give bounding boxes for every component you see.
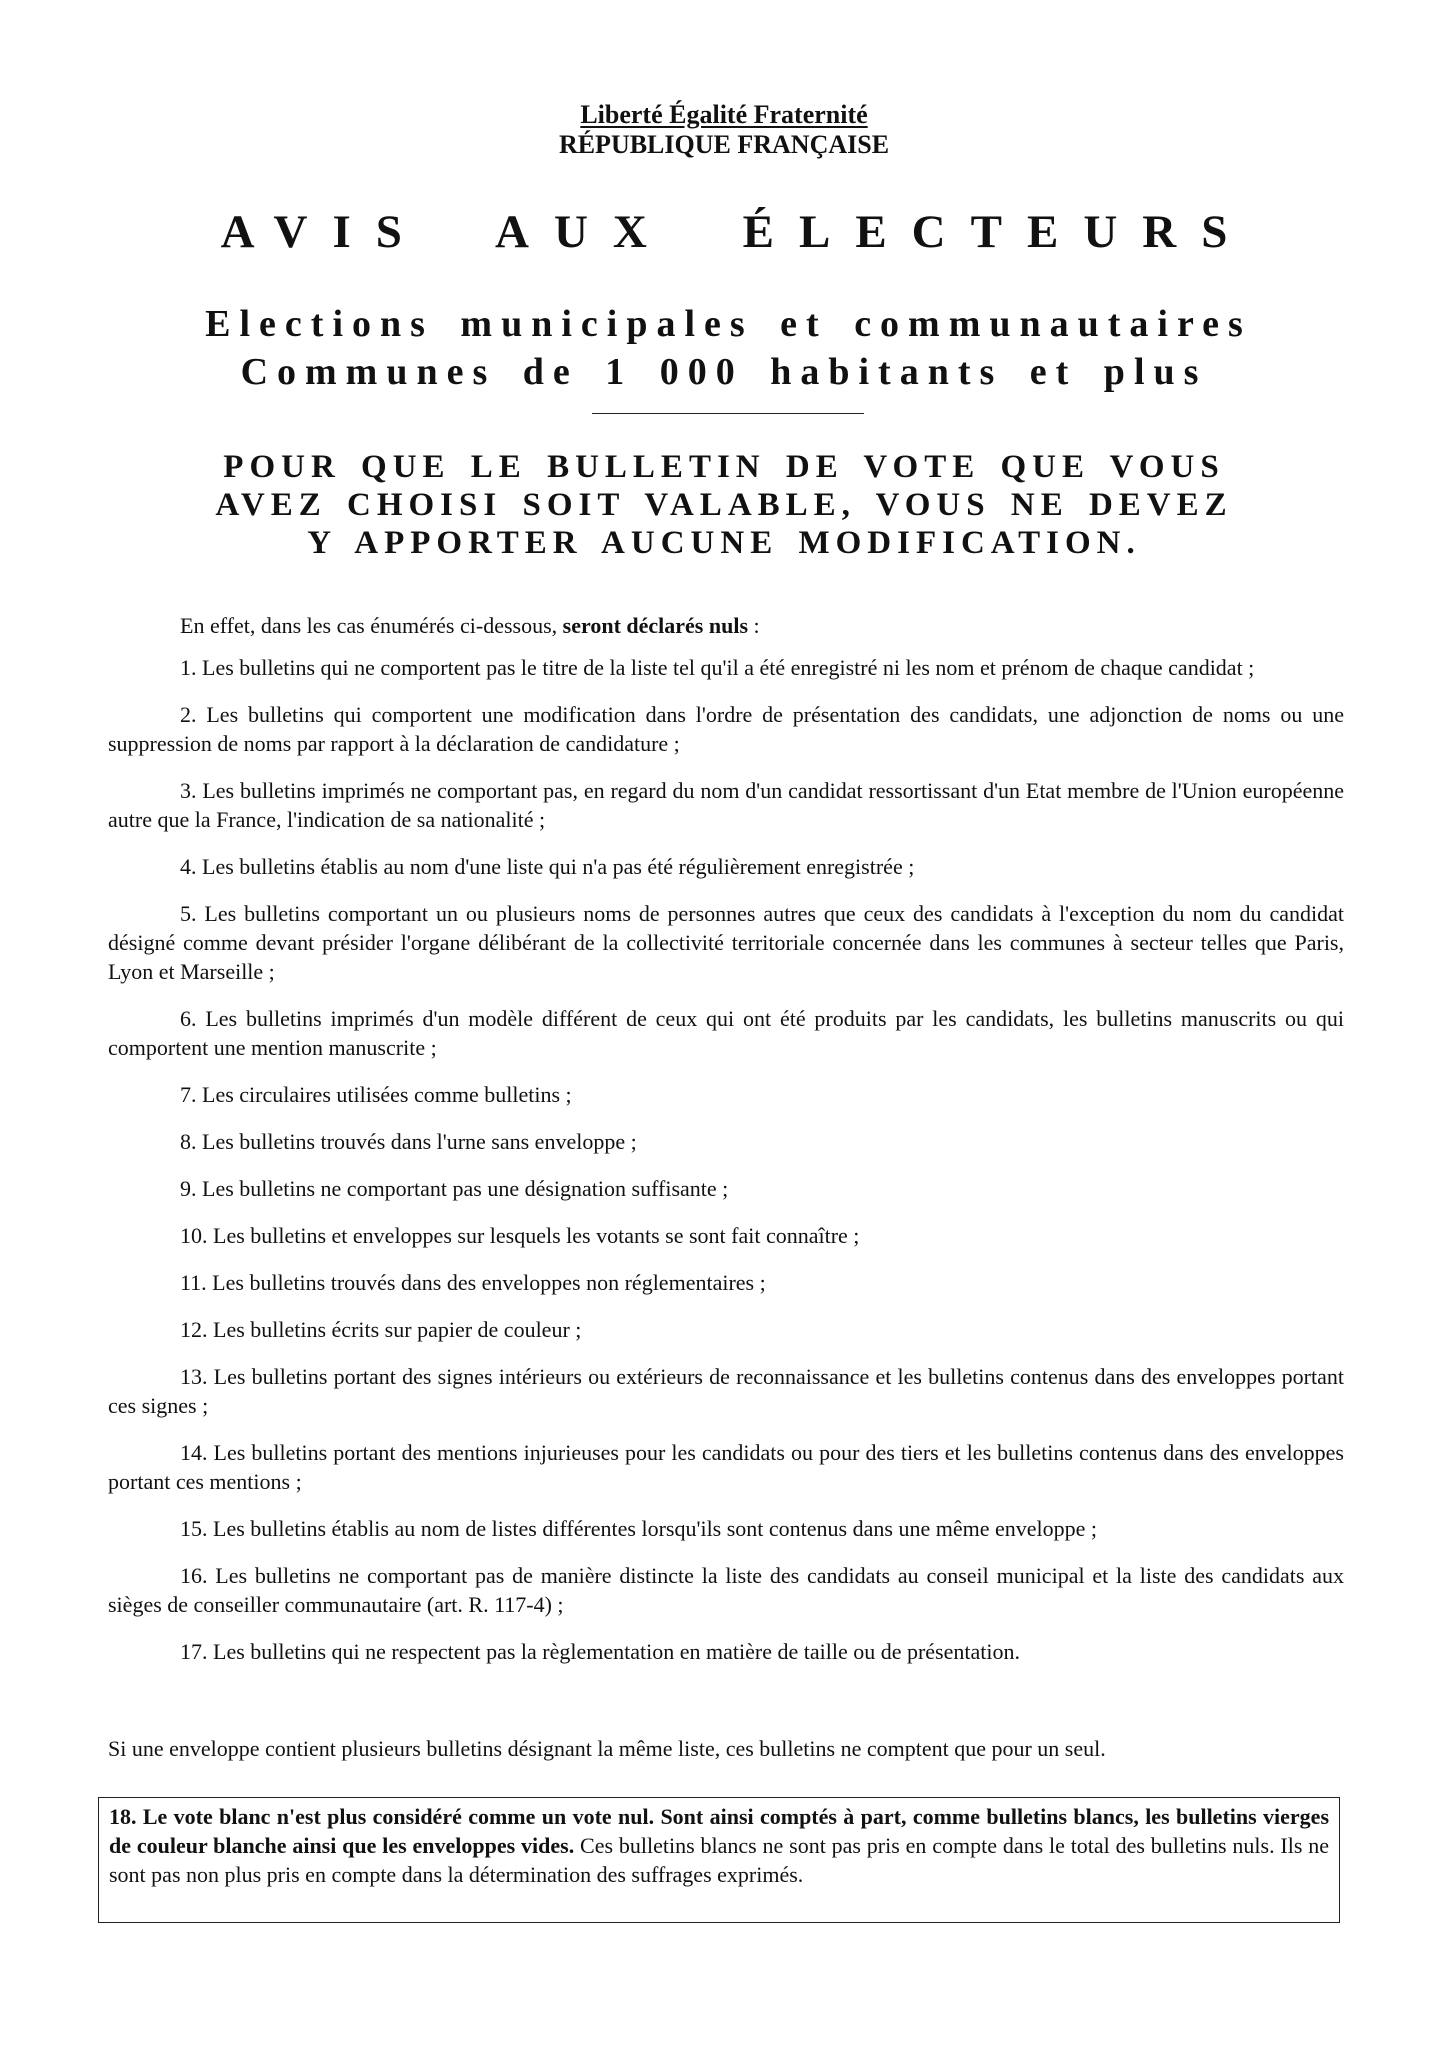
page-title: AVIS AUX ÉLECTEURS (220, 206, 1253, 258)
intro-paragraph (180, 611, 760, 641)
list-item: 13. Les bulletins portant des signes intérieurs ou extérieurs de reconnaissance et les bulletins contenus dans des enveloppes portant ces signes ; (108, 1364, 1344, 1418)
title-divider (592, 413, 864, 414)
list-item: 11. Les bulletins trouvés dans des enveloppes non réglementaires ; (180, 1270, 766, 1295)
warning-line-3: Y APPORTER AUCUNE MODIFICATION. (307, 525, 1141, 561)
subtitle-line-2: Communes de 1 000 habitants et plus (240, 351, 1208, 393)
list-item: 12. Les bulletins écrits sur papier de couleur ; (180, 1317, 582, 1342)
list-item: 15. Les bulletins établis au nom de listes différentes lorsqu'ils sont contenus dans une même enveloppe ; (180, 1516, 1097, 1541)
list-item: 16. Les bulletins ne comportant pas de manière distincte la liste des candidats au conseil municipal et la liste des candidats aux sièges de conseiller communautaire (art. R. 117-4) ; (108, 1563, 1344, 1617)
list-item: 14. Les bulletins portant des mentions injurieuses pour les candidats ou pour des tiers et les bulletins contenus dans des enveloppes portant ces mentions ; (108, 1440, 1344, 1494)
envelope-note: Si une enveloppe contient plusieurs bulletins désignant la même liste, ces bulletins ne comptent que pour un seul. (108, 1736, 1106, 1761)
republic-name: RÉPUBLIQUE FRANÇAISE (558, 130, 890, 159)
intro-suffix: : (748, 613, 760, 638)
intro-text: En effet, dans les cas énumérés ci-dessous, (180, 613, 563, 638)
list-item: 6. Les bulletins imprimés d'un modèle différent de ceux qui ont été produits par les candidats, les bulletins manuscrits ou qui comportent une mention manuscrite ; (108, 1006, 1344, 1060)
intro-emphasis: seront déclarés nuls (562, 613, 749, 638)
list-item: 10. Les bulletins et enveloppes sur lesquels les votants se sont fait connaître ; (180, 1223, 860, 1248)
null-ballot-list (108, 653, 1344, 1684)
list-item: 4. Les bulletins établis au nom d'une liste qui n'a pas été régulièrement enregistrée ; (180, 854, 915, 879)
list-item: 5. Les bulletins comportant un ou plusieurs noms de personnes autres que ceux des candidats à l'exception du nom du candidat désigné comme devant présider l'organe délibérant de la collectivité territoriale concernée dans les communes à secteur telles que Paris, Lyon et Marseille ; (108, 901, 1344, 984)
blank-vote-box (98, 1797, 1340, 1923)
warning-line-1: POUR QUE LE BULLETIN DE VOTE QUE VOUS (223, 449, 1225, 485)
warning-line-2: AVEZ CHOISI SOIT VALABLE, VOUS NE DEVEZ (215, 487, 1233, 523)
list-item: 7. Les circulaires utilisées comme bulletins ; (180, 1082, 572, 1107)
blank-vote-bold-text: 18. Le vote blanc n'est plus considéré comme un vote nul. Sont ainsi comptés à part, comme bulletins blancs, les bulletins vierges de couleur blanche ainsi que les enveloppes vides. (109, 1804, 1329, 1858)
list-item: 9. Les bulletins ne comportant pas une désignation suffisante ; (180, 1176, 729, 1201)
subtitle-line-1: Elections municipales et communautaires (205, 303, 1252, 345)
republic-motto: Liberté Égalité Fraternité (580, 100, 868, 129)
list-item: 1. Les bulletins qui ne comportent pas le titre de la liste tel qu'il a été enregistré ni les nom et prénom de chaque candidat ; (180, 655, 1255, 680)
list-item: 3. Les bulletins imprimés ne comportant pas, en regard du nom d'un candidat ressortissant d'un Etat membre de l'Union européenne autre que la France, l'indication de sa nationalité ; (108, 778, 1344, 832)
blank-vote-plain-text: Ces bulletins blancs ne sont pas pris en compte dans le total des bulletins nuls. Ils ne sont pas non plus pris en compte dans la détermination des suffrages exprimés. (109, 1833, 1330, 1887)
list-item: 8. Les bulletins trouvés dans l'urne sans enveloppe ; (180, 1129, 637, 1154)
list-item: 2. Les bulletins qui comportent une modification dans l'ordre de présentation des candidats, une adjonction de noms ou une suppression de noms par rapport à la déclaration de candidature ; (108, 702, 1344, 756)
list-item: 17. Les bulletins qui ne respectent pas la règlementation en matière de taille ou de présentation. (180, 1639, 1020, 1664)
